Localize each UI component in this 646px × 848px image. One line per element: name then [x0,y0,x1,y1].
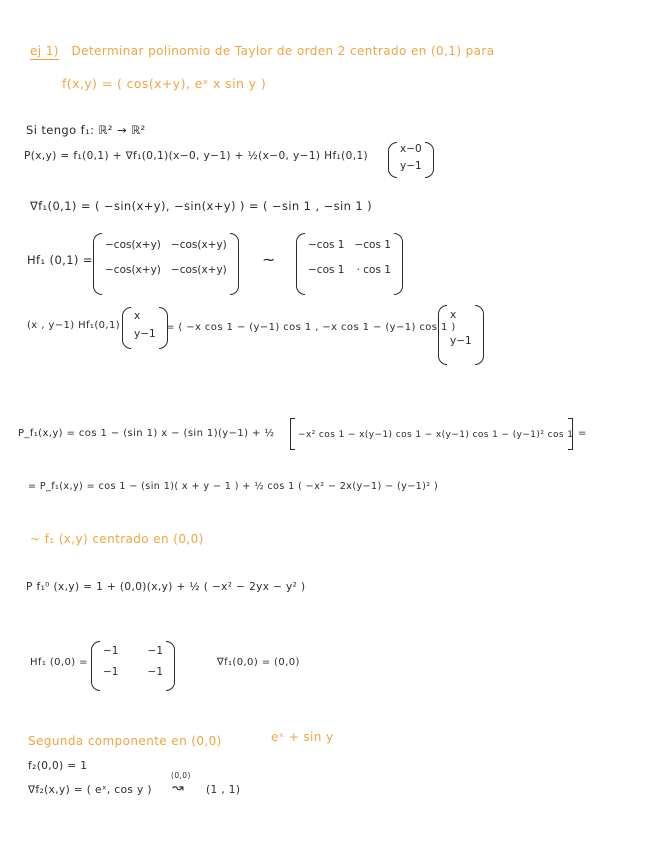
hessian-eval-matrix [296,234,403,294]
hessian-origin-matrix [91,642,175,690]
exercise-function: f(x,y) = ( cos(x+y), eˣ x sin y ) [62,76,267,91]
hessian-cell: −1 [103,645,119,657]
taylor-vec-item: y−1 [400,160,422,172]
exercise-heading [30,44,495,58]
polynomial-origin: P f₁⁰ (x,y) = 1 + (0,0)(x,y) + ½ ( −x² − 2yx − y² ) [26,581,306,593]
product-vector [122,308,168,348]
hessian-origin-label: Hf₁ (0,0) = [30,657,88,668]
taylor-formula: P(x,y) = f₁(0,1) + ∇f₁(0,1)(x−0, y−1) + ½(x−0, y−1) Hf₁(0,1) [24,150,369,162]
hessian-cell: −cos(x+y) [170,264,227,276]
second-component-gradient: ∇f₂(x,y) = ( eˣ, cos y ) [28,784,152,796]
product-vec-item: y−1 [134,328,156,340]
similar-symbol: ~ [262,250,276,269]
taylor-vector [388,143,434,177]
hessian-cell: −cos(x+y) [105,239,161,251]
exercise-label: ej 1) [30,44,59,58]
hessian-general-matrix [93,234,239,294]
gradient-origin: ∇f₁(0,0) = (0,0) [217,657,300,668]
product-vector-2 [438,306,484,364]
hessian-cell: −cos 1 [308,264,345,276]
polynomial-bracket: −x² cos 1 − x(y−1) cos 1 − x(y−1) cos 1 − (y−1)² cos 1 [298,430,574,440]
product-vec-item: x [134,310,141,322]
hessian-cell: −cos(x+y) [105,264,161,276]
second-component-value: f₂(0,0) = 1 [28,760,88,772]
hessian-cell: · cos 1 [356,264,391,276]
product-vec-item: y−1 [450,335,472,347]
polynomial-equals: = [578,428,587,439]
section-heading-origin: ~ f₁ (x,y) centrado en (0,0) [30,532,204,546]
bracket-left [290,418,295,450]
hessian-cell: −cos 1 [354,239,391,251]
hessian-cell: −1 [147,645,163,657]
hessian-cell: −cos 1 [308,239,345,251]
squiggle-arrow-icon: ↝ [172,780,185,796]
hessian-cell: −1 [147,666,163,678]
polynomial-line-2: = P_f₁(x,y) = cos 1 − (sin 1)( x + y − 1 ) + ½ cos 1 ( −x² − 2x(y−1) − (y−1)² ) [28,481,439,492]
polynomial-line-1: P_f₁(x,y) = cos 1 − (sin 1) x − (sin 1)(y−1) + ½ [18,428,275,439]
bracket-right [568,418,573,450]
evaluation-point-label: (0,0) [171,771,191,780]
gradient-line: ∇f₁(0,1) = ( −sin(x+y), −sin(x+y) ) = ( −sin 1 , −sin 1 ) [30,199,372,213]
product-result: = ( −x cos 1 − (y−1) cos 1 , −x cos 1 − (y−1) cos 1 ) [166,322,456,333]
hessian-cell: −1 [103,666,119,678]
hessian-label: Hf₁ (0,1) = [27,253,93,267]
product-vec-item: x [450,309,457,321]
second-component-function: eˣ + sin y [271,730,334,744]
taylor-vec-item: x−0 [400,143,422,155]
intro-line: Si tengo f₁: ℝ² → ℝ² [26,123,146,137]
gradient-origin-value: (1 , 1) [206,784,241,796]
product-left: (x , y−1) Hf₁(0,1) [27,320,121,331]
second-component-heading: Segunda componente en (0,0) [28,734,222,748]
exercise-statement: Determinar polinomio de Taylor de orden 2 centrado en (0,1) para [71,44,495,58]
hessian-cell: −cos(x+y) [170,239,227,251]
